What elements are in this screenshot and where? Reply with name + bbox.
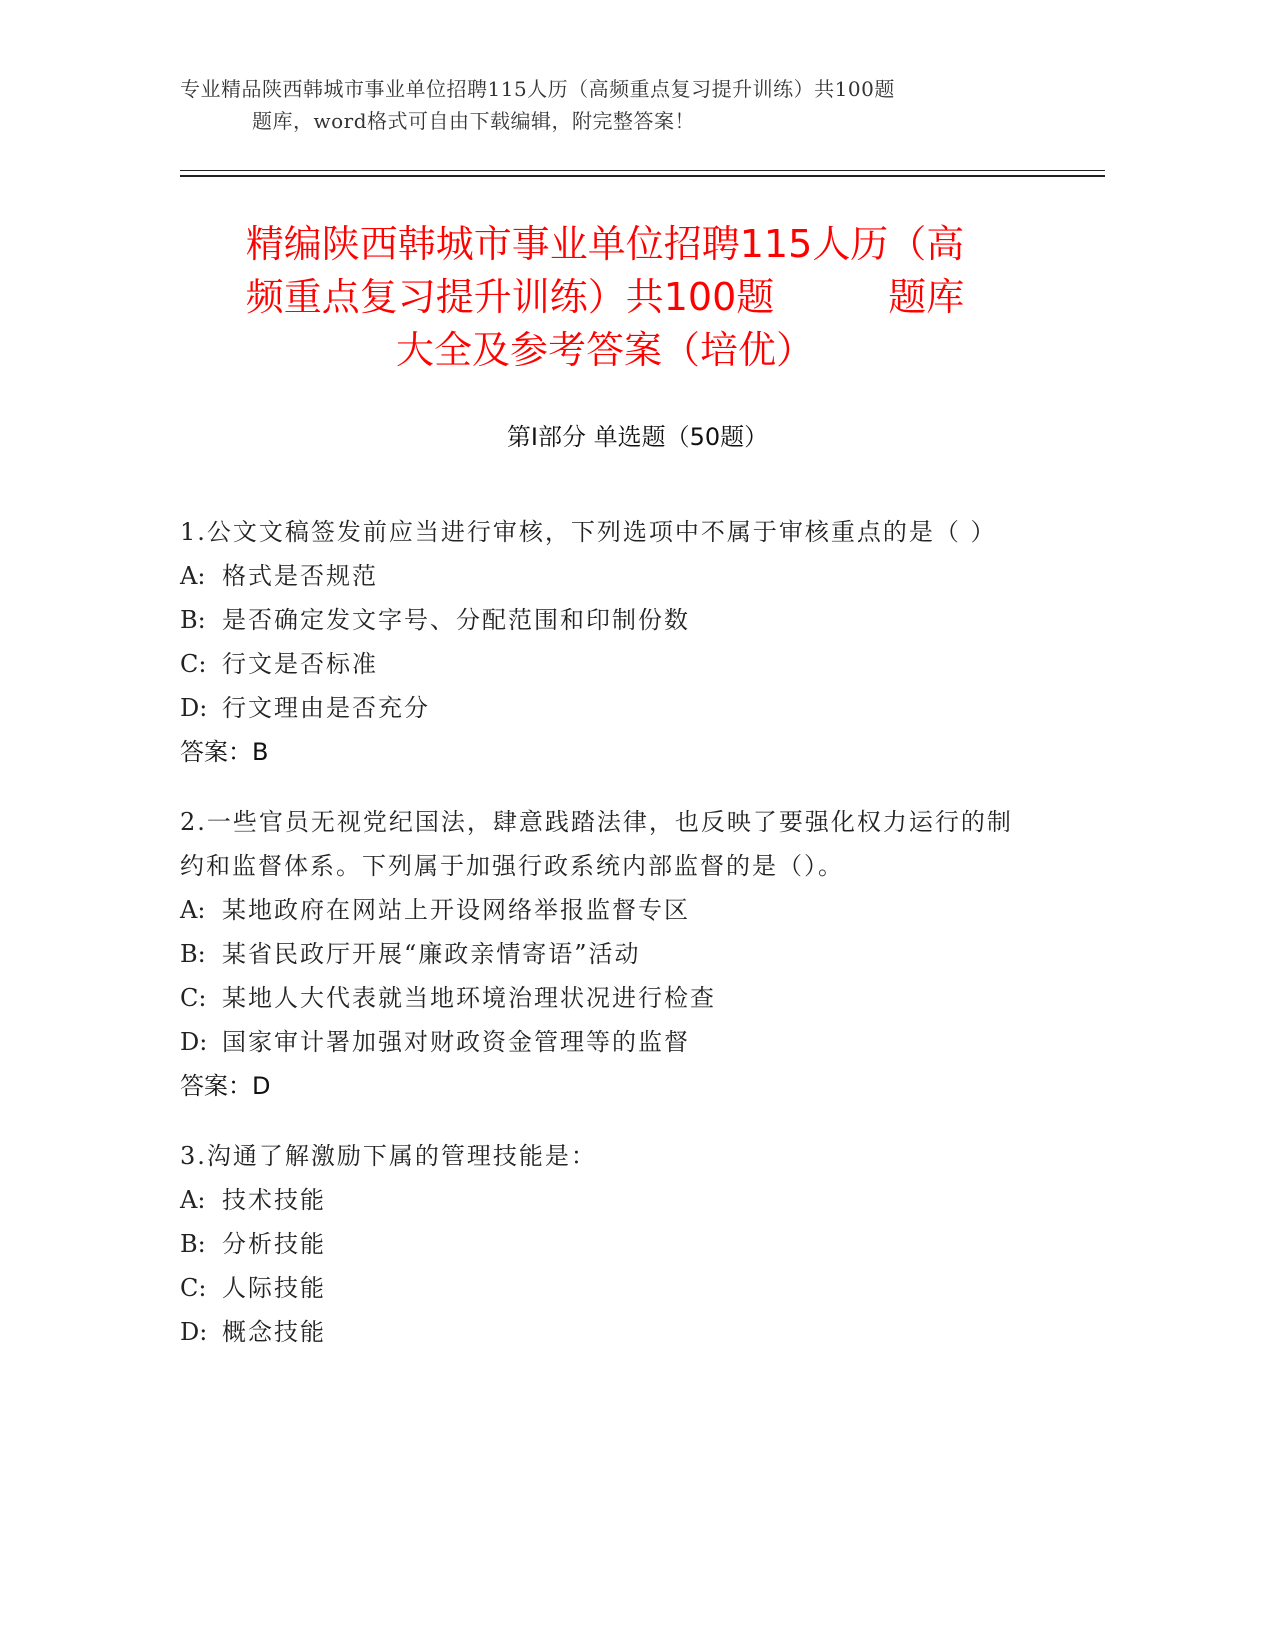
option-text: 某地政府在网站上开设网络举报监督专区 bbox=[222, 896, 690, 924]
option-text: 行文是否标准 bbox=[222, 650, 378, 678]
option-text: 某地人大代表就当地环境治理状况进行检查 bbox=[222, 984, 716, 1012]
question-3-option-c bbox=[180, 1266, 1020, 1310]
option-key: B: bbox=[180, 1230, 206, 1258]
option-text: 国家审计署加强对财政资金管理等的监督 bbox=[222, 1028, 690, 1056]
question-1-option-a bbox=[180, 554, 1020, 598]
option-key: D: bbox=[180, 1028, 208, 1056]
option-text: 格式是否规范 bbox=[222, 562, 378, 590]
option-key: D: bbox=[180, 1318, 208, 1346]
document-header bbox=[180, 73, 1010, 137]
question-3-text: 3.沟通了解激励下属的管理技能是： bbox=[180, 1142, 597, 1170]
question-2-text: 2.一些官员无视党纪国法，肆意践踏法律，也反映了要强化权力运行的制约和监督体系。下列属于加强行政系统内部监督的是（）。 bbox=[180, 808, 1013, 880]
question-3-option-a bbox=[180, 1178, 1020, 1222]
question-3-option-b bbox=[180, 1222, 1020, 1266]
option-key: C: bbox=[180, 650, 207, 678]
question-3-option-d bbox=[180, 1310, 1020, 1354]
option-text: 人际技能 bbox=[222, 1274, 326, 1302]
title-line-2: 频重点复习提升训练）共100题 题库 bbox=[245, 275, 965, 319]
option-key: C: bbox=[180, 984, 207, 1012]
header-divider-thick bbox=[180, 175, 1105, 177]
header-line-2: 题库，word格式可自由下载编辑，附完整答案！ bbox=[252, 109, 696, 133]
title-line-1: 精编陕西韩城市事业单位招聘115人历（高 bbox=[245, 222, 965, 266]
option-text: 分析技能 bbox=[222, 1230, 326, 1258]
question-2-option-c bbox=[180, 976, 1020, 1020]
title-line-3: 大全及参考答案（培优） bbox=[395, 328, 814, 372]
option-key: D: bbox=[180, 694, 208, 722]
option-text: 技术技能 bbox=[222, 1186, 326, 1214]
question-1-answer: 答案：B bbox=[180, 738, 269, 766]
option-text: 是否确定发文字号、分配范围和印制份数 bbox=[222, 606, 690, 634]
question-1-text: 1.公文文稿签发前应当进行审核，下列选项中不属于审核重点的是（ ） bbox=[180, 518, 997, 546]
question-list bbox=[180, 510, 1020, 1380]
question-2-answer: 答案：D bbox=[180, 1072, 271, 1100]
option-key: B: bbox=[180, 606, 206, 634]
header-line-1: 专业精品陕西韩城市事业单位招聘115人历（高频重点复习提升训练）共100题 bbox=[180, 77, 895, 101]
question-2-option-a bbox=[180, 888, 1020, 932]
document-title bbox=[180, 218, 1030, 377]
question-1-option-b bbox=[180, 598, 1020, 642]
option-key: A: bbox=[180, 562, 206, 590]
question-2-option-b bbox=[180, 932, 1020, 976]
question-3 bbox=[180, 1134, 1020, 1354]
option-text: 行文理由是否充分 bbox=[222, 694, 430, 722]
option-key: C: bbox=[180, 1274, 207, 1302]
question-2-option-d bbox=[180, 1020, 1020, 1064]
header-divider-thin bbox=[180, 170, 1105, 171]
option-text: 某省民政厅开展“廉政亲情寄语”活动 bbox=[222, 940, 641, 968]
question-1-option-c bbox=[180, 642, 1020, 686]
option-key: A: bbox=[180, 1186, 206, 1214]
question-1-option-d bbox=[180, 686, 1020, 730]
option-key: A: bbox=[180, 896, 206, 924]
question-2 bbox=[180, 800, 1020, 1108]
option-key: B: bbox=[180, 940, 206, 968]
option-text: 概念技能 bbox=[222, 1318, 326, 1346]
question-1 bbox=[180, 510, 1020, 774]
section-title: 第Ⅰ部分 单选题（50题） bbox=[506, 423, 769, 451]
